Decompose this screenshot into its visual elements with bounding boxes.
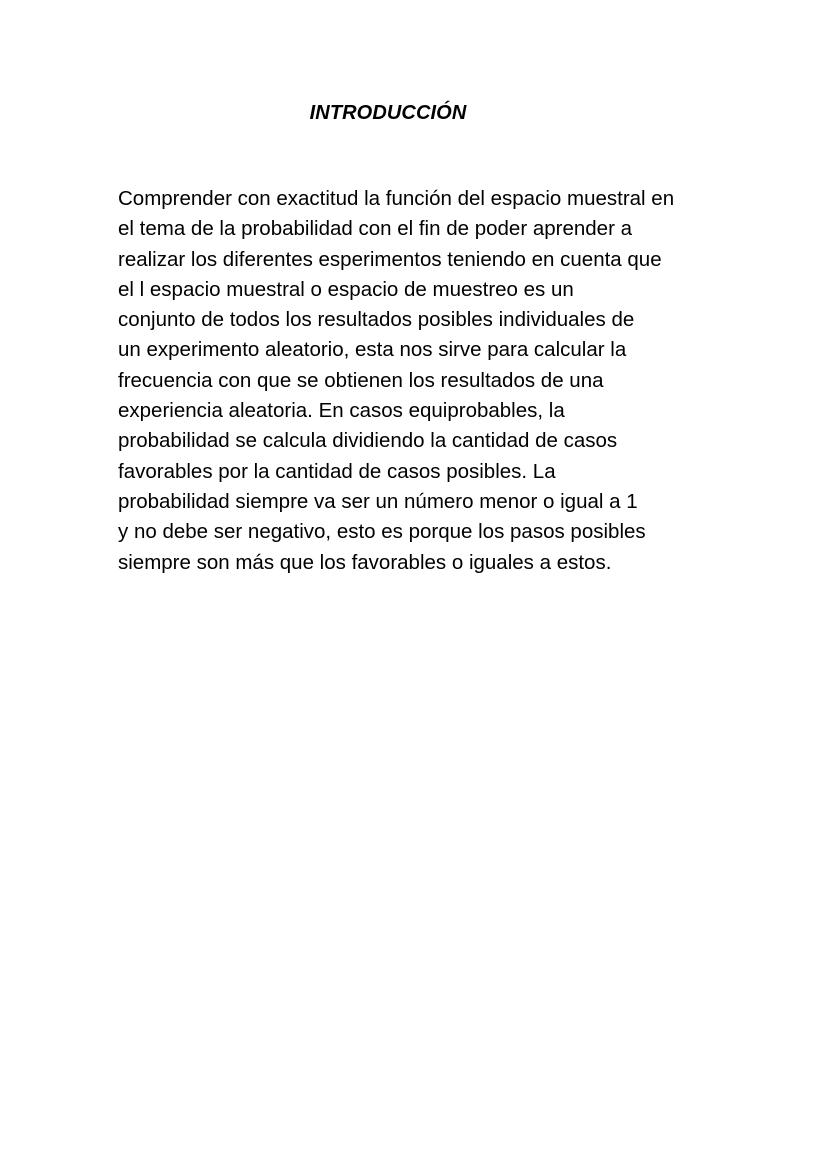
paragraph-line: experiencia aleatoria. En casos equiprobables, la [118, 399, 565, 423]
page-title: INTRODUCCIÓN [309, 102, 467, 124]
paragraph-line: favorables por la cantidad de casos posibles. La [118, 459, 556, 483]
paragraph-line: Comprender con exactitud la función del espacio muestral en [118, 187, 675, 210]
paragraph-line: probabilidad siempre va ser un número menor o igual a 1 [118, 489, 638, 513]
paragraph-line: siempre son más que los favorables o iguales a estos. [118, 550, 612, 574]
paragraph-line: probabilidad se calcula dividiendo la cantidad de casos [118, 429, 618, 453]
paragraph-line: el l espacio muestral o espacio de muestreo es un [118, 277, 574, 301]
paragraph-line: el tema de la probabilidad con el fin de poder aprender a [118, 217, 632, 241]
paragraph-line: realizar los diferentes esperimentos teniendo en cuenta que [118, 247, 662, 271]
paragraph-line: y no debe ser negativo, esto es porque los pasos posibles [118, 520, 646, 544]
introduction-paragraph [118, 184, 718, 578]
paragraph-line: un experimento aleatorio, esta nos sirve para calcular la [118, 338, 627, 362]
paragraph-line: conjunto de todos los resultados posibles individuales de [118, 308, 635, 332]
paragraph-line: frecuencia con que se obtienen los resultados de una [118, 368, 604, 392]
